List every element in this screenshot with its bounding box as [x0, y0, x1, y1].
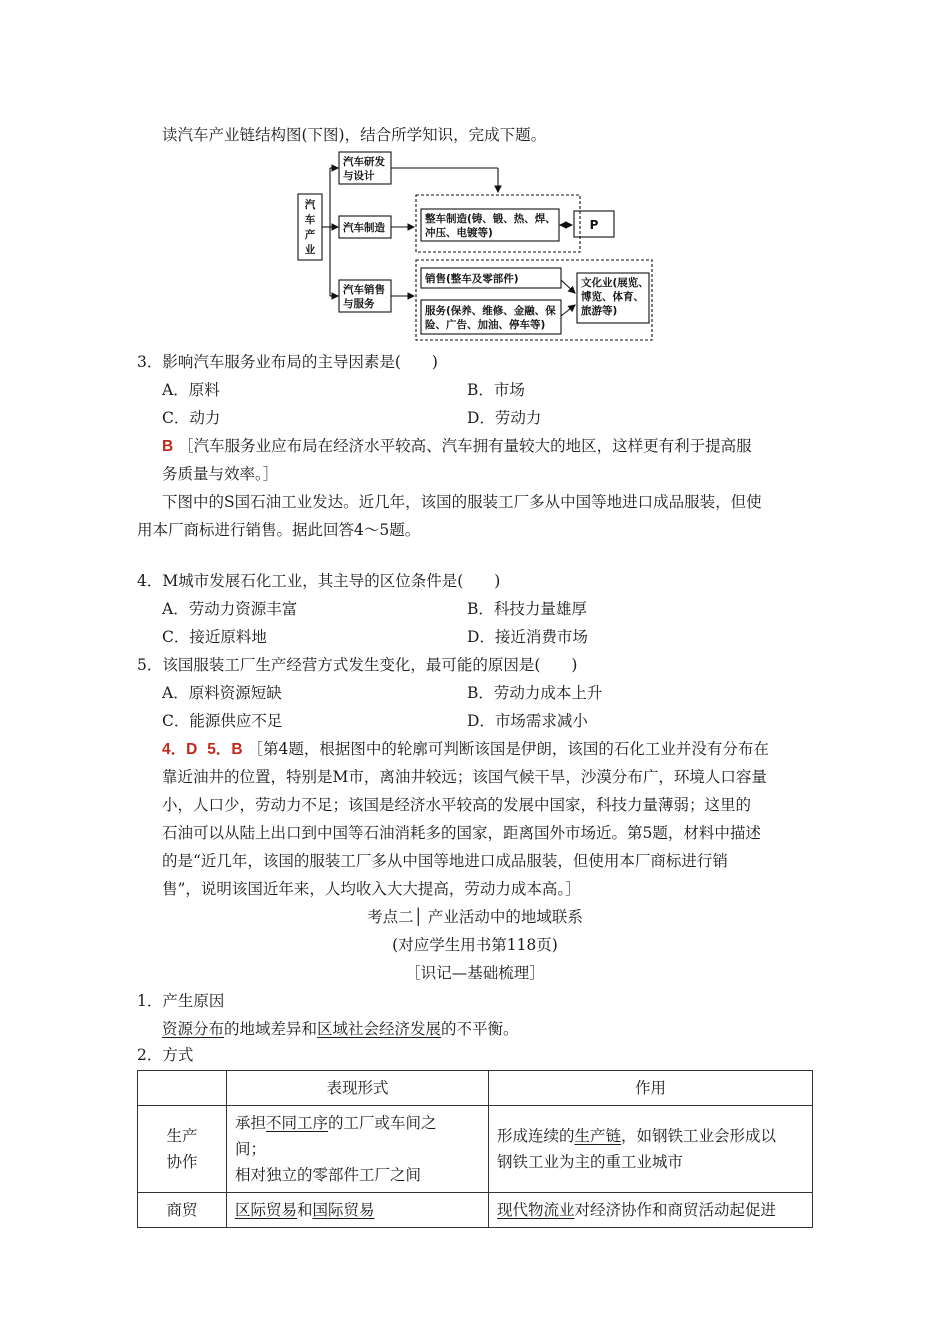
- row-2-role-b: 对经济协作和商贸活动起促进: [574, 1201, 777, 1219]
- row-1-role-line-2: 钢铁工业为主的重工业城市: [497, 1153, 684, 1171]
- q3-explain-text-1: ［汽车服务业应布局在经济水平较高、汽车拥有量较大的地区，这样更有利于提高服: [178, 437, 752, 455]
- rd-label-2: 与设计: [343, 170, 375, 182]
- q3-explanation-line-2: 务质量与效率。］: [162, 465, 279, 483]
- table-header-empty: [138, 1071, 227, 1106]
- q45-explanation-line-3: 小，人口少，劳动力不足；该国是经济水平较高的发展中国家，科技力量薄弱；这里的: [162, 796, 752, 814]
- q5-option-a: A．原料资源短缺: [162, 684, 282, 702]
- q45-explanation-line-1: [162, 738, 769, 761]
- root-char-4: 业: [304, 244, 316, 256]
- root-char-2: 车: [304, 214, 316, 226]
- row-1-label-1: 生产: [166, 1127, 198, 1145]
- underline-international-trade: 国际贸易: [312, 1201, 375, 1219]
- q3-stem: 3．影响汽车服务业布局的主导因素是( ): [137, 353, 438, 371]
- row-1-label: [138, 1106, 227, 1193]
- q4-answer-number: 4．: [162, 741, 187, 758]
- section-subtitle: ［识记—基础梳理］: [405, 964, 545, 982]
- q45-explanation-line-4: 石油可以从陆上出口到中国等石油消耗多的国家，距离国外市场近。第5题，材料中描述: [162, 824, 761, 842]
- q3-option-d: D．劳动力: [467, 409, 542, 427]
- q3-explanation-line-1: [162, 435, 752, 458]
- service-label-2: 险、广告、加油、停车等): [425, 319, 546, 331]
- p-label: P: [589, 218, 599, 232]
- row-1-form-line-3: 相对独立的零部件工厂之间: [235, 1166, 422, 1184]
- q4-option-c: C．接近原料地: [162, 628, 267, 646]
- section-reference: (对应学生用书第118页): [392, 936, 558, 954]
- point-1-text: [162, 1018, 519, 1040]
- q4-answer: D: [186, 741, 198, 758]
- underline-production-chain: 生产链: [574, 1127, 622, 1145]
- row-1-form: [227, 1106, 489, 1193]
- rd-label-1: 汽车研发: [343, 156, 385, 168]
- row-1-role: [489, 1106, 813, 1193]
- q5-option-c: C．能源供应不足: [162, 712, 283, 730]
- point-1-text-b: 的不平衡。: [441, 1020, 519, 1038]
- q3-answer: B: [162, 438, 174, 455]
- root-char-1: 汽: [304, 199, 316, 211]
- row-1-label-2: 协作: [166, 1153, 198, 1171]
- row-1-form-line-2: 间；: [235, 1140, 267, 1158]
- row-1-role-b: ，如钢铁工业会形成以: [621, 1127, 777, 1145]
- sales-service-label-2: 与服务: [343, 298, 375, 310]
- underline-different-process: 不同工序: [266, 1114, 329, 1132]
- service-label-1: 服务(保养、维修、金融、保: [425, 305, 556, 317]
- industry-chain-diagram: [290, 148, 660, 350]
- q4-option-d: D．接近消费市场: [467, 628, 588, 646]
- underline-resource-distribution: 资源分布: [162, 1020, 225, 1038]
- table-header-row: [138, 1071, 813, 1106]
- row-2-role: [489, 1193, 813, 1228]
- q5-answer: B: [231, 741, 243, 758]
- culture-label-3: 旅游等): [581, 305, 618, 317]
- underline-interregional-trade: 区际贸易: [235, 1201, 298, 1219]
- q4-option-b: B．科技力量雄厚: [467, 600, 587, 618]
- point-1-title: 1．产生原因: [137, 992, 225, 1010]
- q45-explain-text-1: ［第4题，根据图中的轮廓可判断该国是伊朗，该国的石化工业并没有分布在: [247, 740, 769, 758]
- q4-option-a: A．劳动力资源丰富: [162, 600, 298, 618]
- passage-line-2: 用本厂商标进行销售。据此回答4～5题。: [137, 521, 421, 539]
- sales-label: 销售(整车及零部件): [425, 273, 519, 285]
- q45-explanation-line-2: 靠近油井的位置，特别是M市，离油井较远；该国气候干旱，沙漠分布广，环境人口容量: [162, 768, 767, 786]
- point-2-title: 2．方式: [137, 1046, 194, 1064]
- q5-stem: 5．该国服装工厂生产经营方式发生变化，最可能的原因是( ): [137, 656, 578, 674]
- table-row: [138, 1193, 813, 1228]
- q4-stem: 4．M城市发展石化工业，其主导的区位条件是( ): [137, 572, 501, 590]
- manufacture-label: 汽车制造: [343, 222, 385, 234]
- q5-option-d: D．市场需求减小: [467, 712, 588, 730]
- q45-explanation-line-5: 的是“近几年，该国的服装工厂多从中国等地进口成品服装，但使用本厂商标进行销: [162, 852, 728, 870]
- passage-line-1: 下图中的S国石油工业发达。近几年，该国的服装工厂多从中国等地进口成品服装，但使: [162, 493, 762, 511]
- culture-label-2: 博览、体育、: [581, 291, 644, 303]
- underline-modern-logistics: 现代物流业: [497, 1201, 575, 1219]
- linkage-table: [137, 1070, 813, 1228]
- point-1-text-a: 的地域差异和: [224, 1020, 318, 1038]
- q5-option-b: B．劳动力成本上升: [467, 684, 603, 702]
- section-title: 考点二│ 产业活动中的地域联系: [367, 908, 583, 926]
- table-header-form: 表现形式: [227, 1071, 489, 1106]
- row-2-form-mid: 和: [297, 1201, 313, 1219]
- intro-text: 读汽车产业链结构图(下图)，结合所学知识，完成下题。: [162, 126, 547, 144]
- row-1-form-b: 的工厂或车间之: [328, 1114, 437, 1132]
- q3-option-a: A．原料: [162, 381, 220, 399]
- row-2-form: [227, 1193, 489, 1228]
- q3-option-c: C．动力: [162, 409, 221, 427]
- sales-service-label-1: 汽车销售: [343, 284, 385, 296]
- row-1-form-a: 承担: [235, 1114, 267, 1132]
- assembly-label-1: 整车制造(铸、锻、热、焊、: [425, 213, 556, 225]
- table-header-role: 作用: [489, 1071, 813, 1106]
- q5-answer-number: 5．: [207, 741, 232, 758]
- row-1-role-a: 形成连续的: [497, 1127, 575, 1145]
- table-row: [138, 1106, 813, 1193]
- q3-option-b: B．市场: [467, 381, 525, 399]
- root-char-3: 产: [304, 229, 316, 241]
- q45-explanation-line-6: 售”，说明该国近年来，人均收入大大提高，劳动力成本高。］: [162, 880, 581, 898]
- assembly-label-2: 冲压、电镀等): [425, 227, 493, 239]
- culture-label-1: 文化业(展览、: [581, 277, 649, 289]
- underline-regional-development: 区域社会经济发展: [317, 1020, 442, 1038]
- row-2-label: 商贸: [138, 1193, 227, 1228]
